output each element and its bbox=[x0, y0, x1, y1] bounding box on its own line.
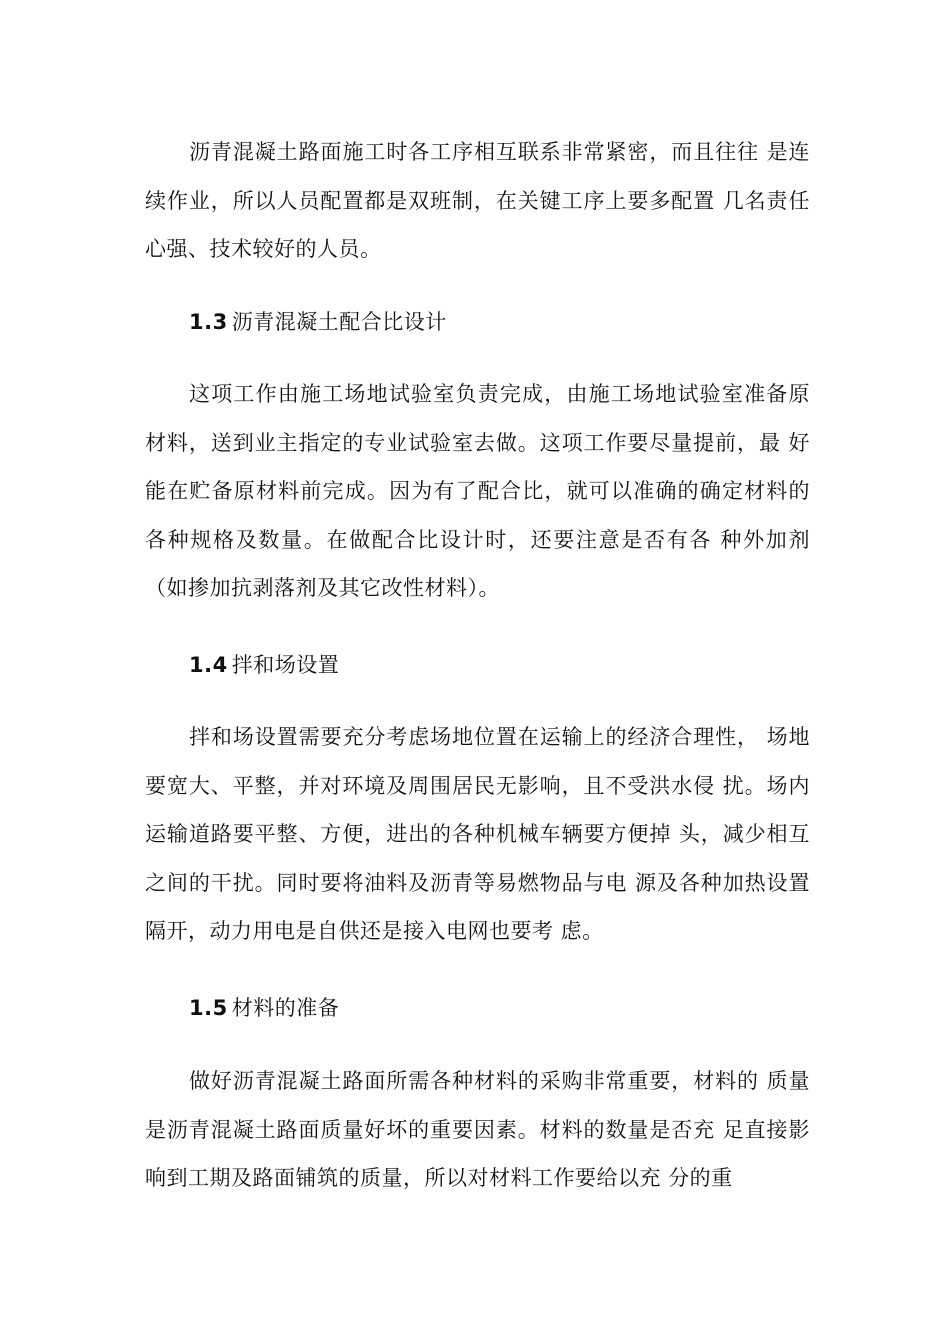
section-number: 1.3 bbox=[189, 310, 228, 334]
section-title: 材料的准备 bbox=[231, 996, 340, 1020]
section-heading-1-5 bbox=[189, 993, 339, 1023]
section-number: 1.5 bbox=[189, 996, 228, 1020]
section-heading-1-3 bbox=[189, 307, 447, 337]
section-number: 1.4 bbox=[189, 653, 228, 677]
paragraph-personnel: 沥青混凝土路面施工时各工序相互联系非常紧密，而且往往 是连续作业，所以人员配置都是双班制，在关键工序上要多配置 几名责任心强、技术较好的人员。 bbox=[145, 140, 810, 261]
section-title: 沥青混凝土配合比设计 bbox=[231, 310, 447, 334]
paragraph-materials: 做好沥青混凝土路面所需各种材料的采购非常重要，材料的 质量是沥青混凝土路面质量好坏的重要因素。材料的数量是否充 足直接影响到工期及路面铺筑的质量，所以对材料工作要给以充 分的重 bbox=[145, 1069, 810, 1190]
section-title: 拌和场设置 bbox=[231, 653, 340, 677]
paragraph-mixing-plant: 拌和场设置需要充分考虑场地位置在运输上的经济合理性， 场地要宽大、平整，并对环境及周围居民无影响，且不受洪水侵 扰。场内运输道路要平整、方便，进出的各种机械车辆要方便掉 头，减少相互之间的干扰。同时要将油料及沥青等易燃物品与电 源及各种加热设置隔开，动力用电是自供还是接入电网也要考 虑。 bbox=[145, 725, 810, 943]
section-heading-1-4 bbox=[189, 650, 339, 680]
paragraph-mix-design: 这项工作由施工场地试验室负责完成，由施工场地试验室准备原材料，送到业主指定的专业试验室去做。这项工作要尽量提前，最 好能在贮备原材料前完成。因为有了配合比，就可以准确的确定材料的各种规格及数量。在做配合比设计时，还要注意是否有各 种外加剂（如掺加抗剥落剂及其它改性材料）。 bbox=[145, 382, 810, 600]
